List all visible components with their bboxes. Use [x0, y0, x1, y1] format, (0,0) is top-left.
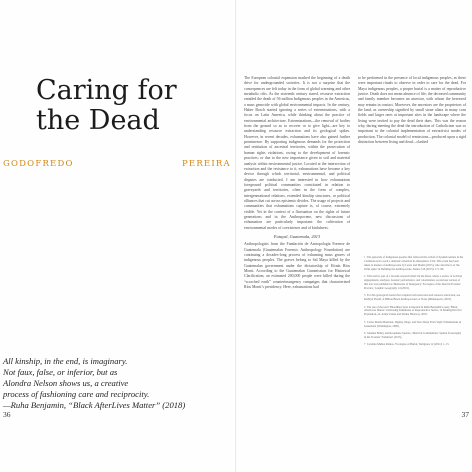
- text-column-1: [244, 76, 350, 290]
- footnote-number: 3: [364, 294, 366, 298]
- footnote: [364, 294, 464, 302]
- footnote-text: The use of the term 'Bloodlines' here is inspired in Ruha Benjamin's essay 'Black AfterLives Matter: Cultivating Kinfulness as Reproductive Justice,' in Making Kin Not Population, ed. Adele Clarke and Donna Haraway, 2018.: [364, 305, 462, 317]
- footnote: [364, 306, 464, 318]
- page-number-left: 36: [3, 410, 11, 419]
- footnote-number: 5: [364, 320, 366, 324]
- author-last-name: PEREIRA: [182, 159, 231, 169]
- epigraph-line-1: All kinship, in the end, is imaginary.: [3, 356, 128, 366]
- footnote: [364, 332, 464, 340]
- footnote-number: 1: [364, 256, 366, 259]
- chapter-title: [36, 76, 177, 136]
- epigraph: [3, 356, 228, 411]
- footnote-text: For this geological notion that conjoins both extraction and resource extraction, see Kathryn Yusoff, A Billion Black Anthropocenes or None (Minneapolis, 2018).: [364, 294, 461, 302]
- footnote-number: 2: [364, 275, 366, 279]
- epigraph-line-2: Not faux, false, or inferior, but as: [3, 367, 118, 377]
- page-number-right: 37: [461, 410, 469, 419]
- text-column-2: [358, 76, 466, 145]
- title-line-2: the Dead: [36, 105, 160, 136]
- footnote: [364, 321, 464, 329]
- author-first-name: GODOFREDO: [3, 159, 74, 169]
- body-paragraph: Anthropologists from the Fundación de Antropología Forense de Guatemala (Guatemalan Forensic Anthropology Foundation) are continuing a decades-long process of exhuming mass graves of indigenous peoples. The graves belong to Sal Maya killed by the Guatemalan government under the dictatorship of Efraín Ríos Montt. According to the Guatemalan Commission for Historical Clarification, an estimated 200,000 people were killed during the “scorched earth” counterinsurgency campaigns that characterized Ríos Montt’s presidency. Here, exhumations had: [244, 242, 350, 290]
- footnote-text: Carlos Martín Beristain, Dignity, Hope, and New Dates Extra Vigil: Exhumations in Guatemala (Washington, 2000).: [364, 320, 462, 328]
- epigraph-line-4: process of fashioning care and reciprocity.: [3, 389, 150, 399]
- footnote: [364, 275, 464, 291]
- footnote-text: This term is part of a broader research titled On the Dead, where a review of archival engagements, analyses, forensic performance, and colonization. A previous version of this text was published as 'Memories of Insurgency: Ecologies of the Dead in Forensic Practice,' Graphic Geography 14 (2019).: [364, 275, 463, 290]
- body-paragraph: to be performed in the presence of local indigenous peoples, as these were important rituals to observe in order to care for the dead. For Maya indigenous peoples, a proper burial is a matter of reproductive justice. Death does not mean absence of life; the deceased community and family member becomes an ancestor, with whom the bereaved may remain in contact. Moreover, the ancestors are the proprietors of the land, as ownership signified by small stone altars in many corn fields and larger ones at important sites in the landscape where the living were invited to pay the dead their dues. This was the reason why, during meeting the dead the introduction of Catholicism was so important to the colonial implementation of extractivist modes of production. The colonial model of remissions—produced upon a rigid distinction between living and dead—clashed: [358, 76, 466, 145]
- title-line-1: Caring for: [36, 75, 177, 106]
- epigraph-line-3: Alondra Nelson shows us, a creative: [3, 378, 129, 388]
- footnote-number: 4: [364, 305, 366, 309]
- footnote-text: The genocide of indigenous peoples that followed the arrival of Spanish settlers in the Caribbean led to such a dramatic reduction in atmospheric CO2. This event has been taken as marker of Anthropocene by Lewis and Maslin (2015), who describe it as 'the Orbis spike' in Defining the Anthropocene, Nature 519 (2015): 171–80.: [364, 256, 464, 271]
- footnote-text: Carolina Muñoz Ramos, 'Ecologies of Burial,' Religions 12 (2021): 1–15.: [366, 343, 450, 347]
- footnote: [364, 256, 464, 272]
- right-page: [236, 0, 472, 472]
- section-place-date: Futuyal, Guatemala, 2013: [273, 233, 321, 239]
- epigraph-attribution: —Ruha Benjamin, “Black AfterLives Matter” (2018): [3, 400, 186, 410]
- footnote: [364, 343, 464, 347]
- footnotes: [364, 256, 464, 351]
- body-paragraph: The European colonial expansion marked the beginning of a death drive for undergrounded societies. It is not a surprise that the consequences are felt today in the form of global warming and other metabolic rifts. As the sixteenth century stared, resource extraction entailed the death of 56 million Indigenous peoples in the Americas, a mass genocide with global environmental impacts. In the century, Haber Bosch started ignoring a series of exterminations, with a focus on Latin America, while thinking about the practice of environmental architecture. Exterminations—the removal of bodies from the ground so as to recover or to give light—are key to understanding resource extraction and its geological spikes. However, in recent decades, exhumations have also gained further prominence. By supporting indigenous demands for the protection and restitution of ancestral territories, within the prosecution of human rights violations, owing to the development of forensic practices; or due to the new importance given to soil and material analysis within environmental justice. Located at the intersection of extraction and the resistance to it, exhumations have become a key device through which territorial, environmental, and political disputes are conducted. I am interested in how exhumations foreground political communities constituted in relation to graveyards and territories, often in the form of complex, intergenerational relations, extended kinship structures, or political alliances that cut across epistemic divides. The usage of projects and communities that exhumations capture is, of course, extremely visible. Yet in the context of a fluctuation on the rights of future generations and in the Anthropocene, new discussions of exhumation are particularly important: the cultivation of environmental modes of coexistence and of kinfulness.: [244, 76, 350, 230]
- footnote-number: 7: [364, 343, 366, 347]
- footnote-text: Johanna Bailey and Rosemarie Spataro, 'Metrical Communities: Spatial Sovereignty in the Forensic Transition' (2015).: [364, 332, 462, 339]
- footnote-number: 6: [364, 332, 366, 336]
